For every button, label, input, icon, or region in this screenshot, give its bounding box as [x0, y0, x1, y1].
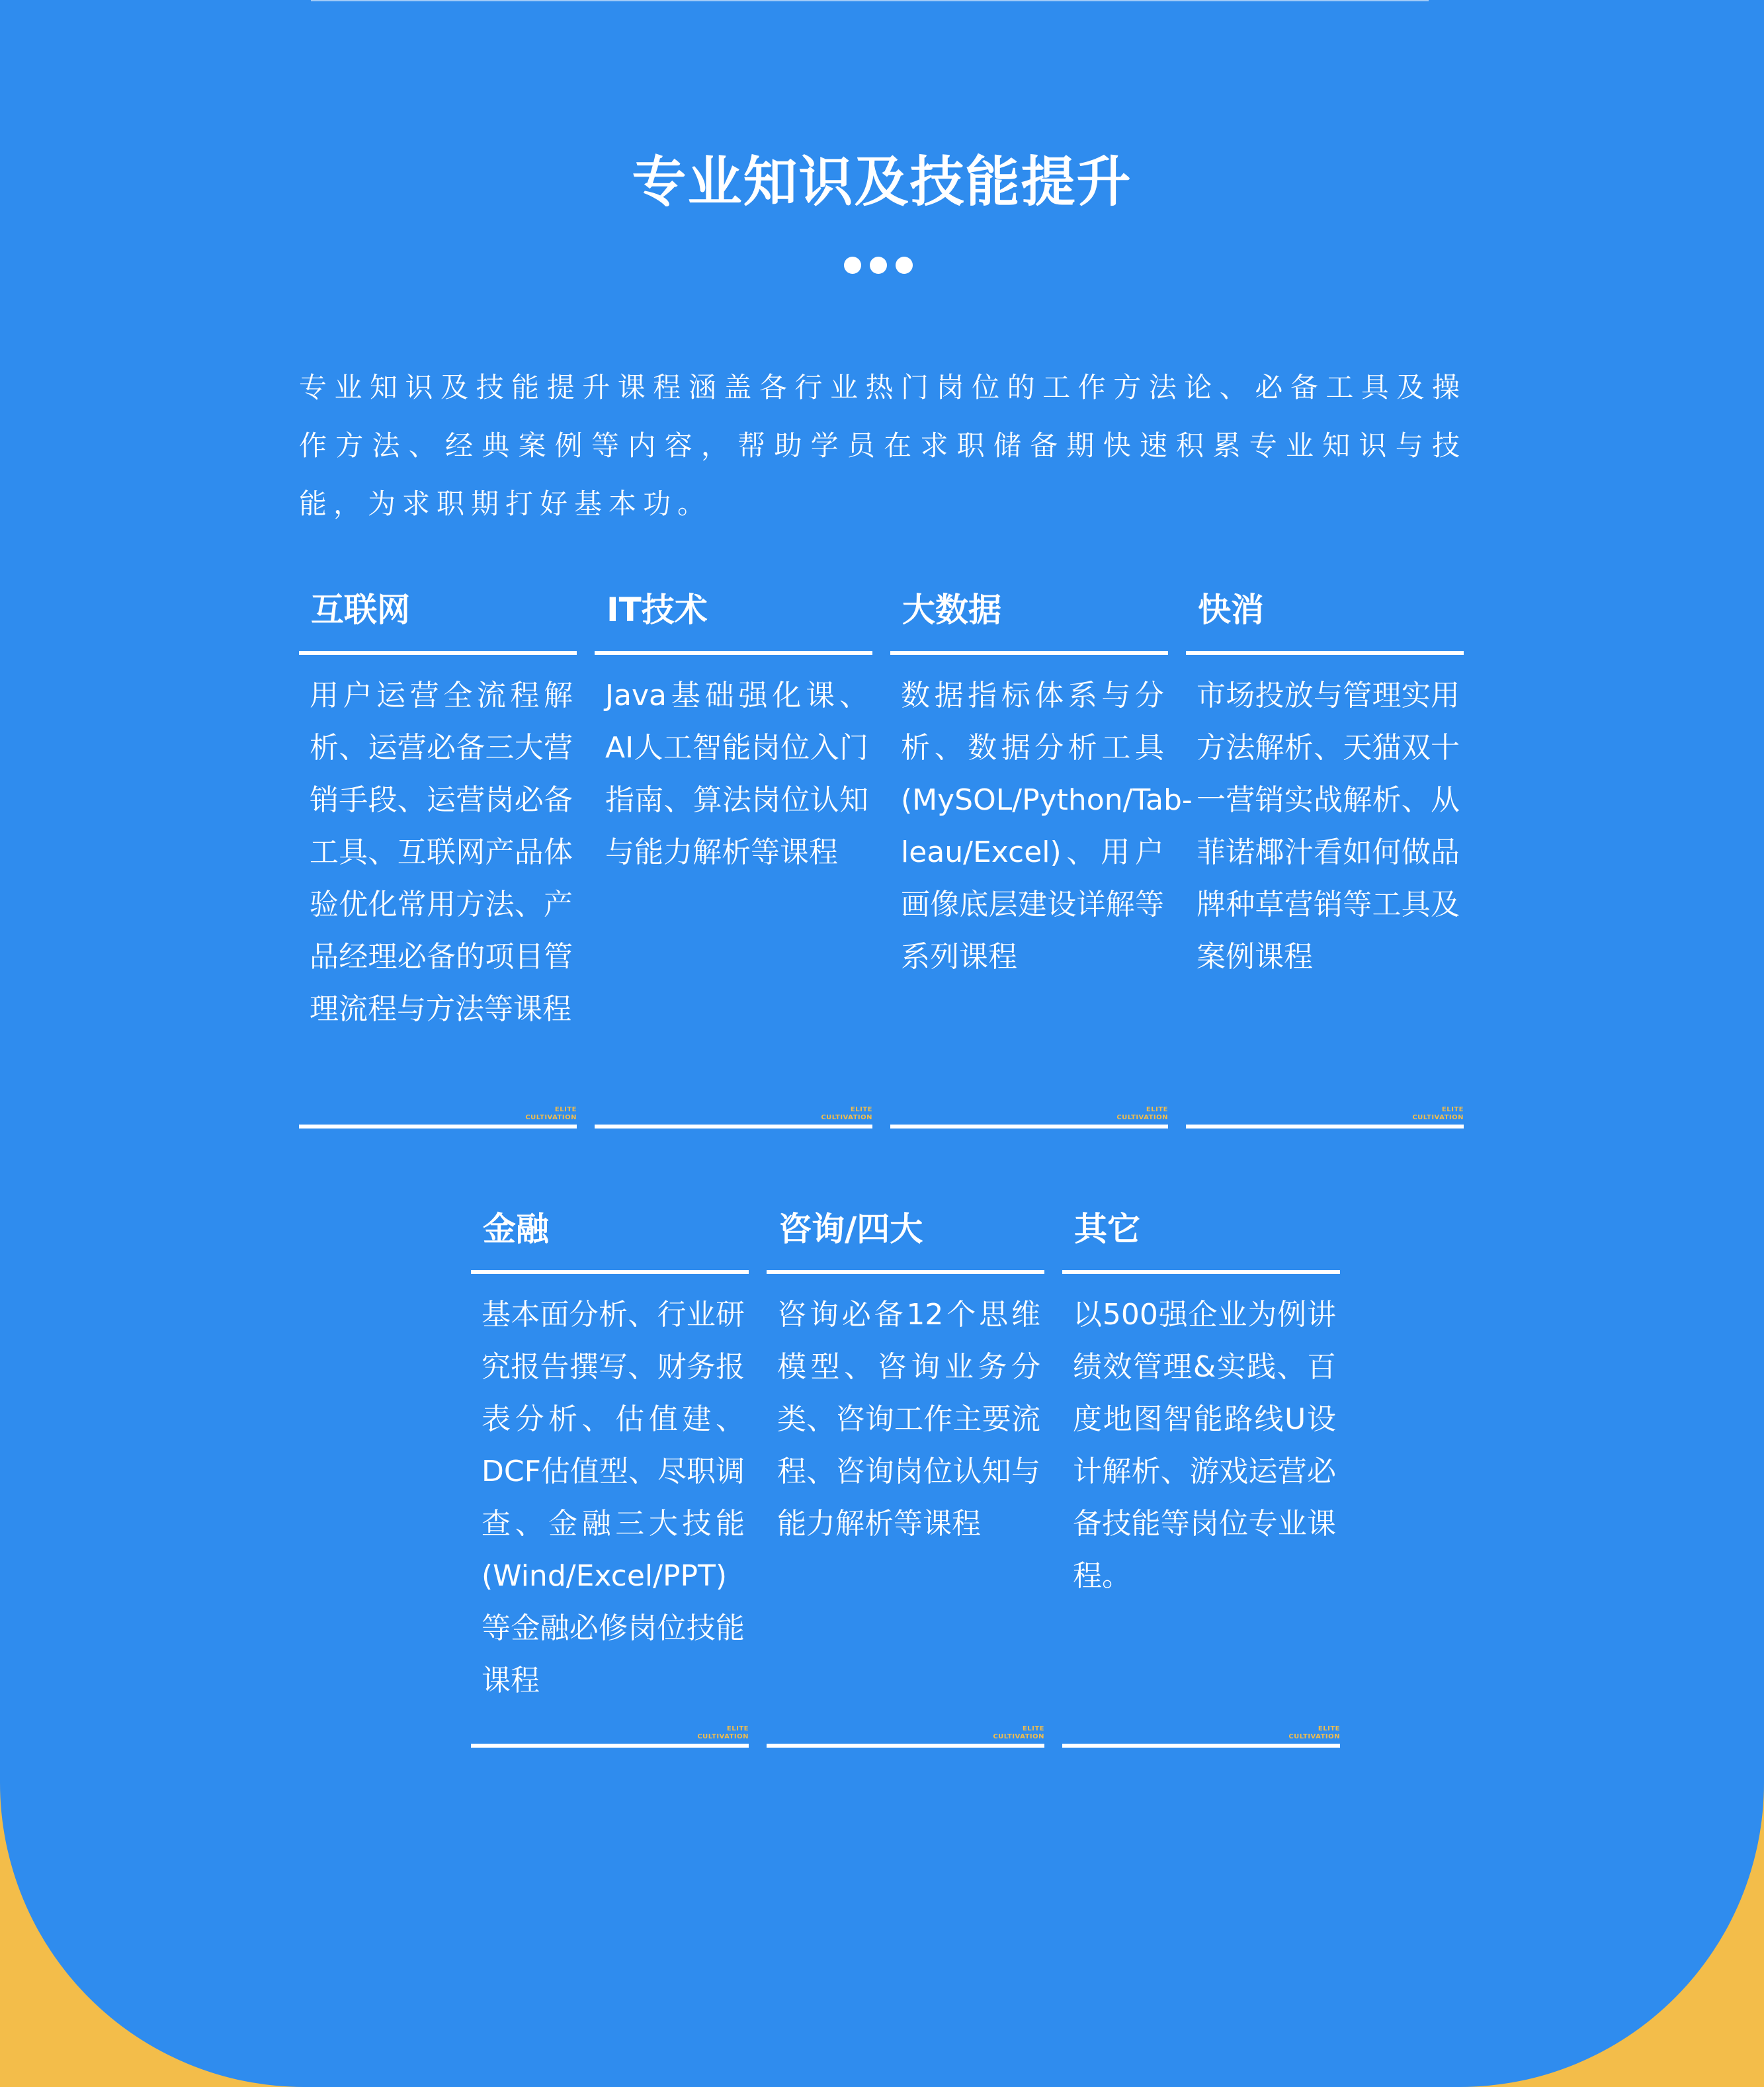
card-bottom-rule: [1062, 1744, 1340, 1748]
brand-mark: ELITE CULTIVATION: [697, 1725, 749, 1740]
card-bottom-rule: [299, 1125, 577, 1129]
card-top-rule: [1062, 1270, 1340, 1274]
card-title: 互联网: [311, 591, 410, 629]
card-body: 用户运营全流程解析、运营必备三大营销手段、运营岗必备工具、互联网产品体验优化常用方法、产品经理必备的项目管理流程与方法等课程: [310, 679, 573, 1026]
card-body: 基本面分析、行业研究报告撰写、财务报表分析、估值建、DCF估值型、尽职调查、金融三大技能(Wind/Excel/PPT)等金融必修岗位技能课程: [482, 1298, 745, 1697]
section-title: 专业知识及技能提升: [632, 151, 1132, 214]
card-internet: [299, 583, 577, 1132]
brand-mark: ELITE CULTIVATION: [1116, 1106, 1168, 1121]
brand-mark: ELITE CULTIVATION: [525, 1106, 577, 1121]
card-title: 大数据: [902, 591, 1001, 629]
card-body: 咨询必备12个思维模型、咨询业务分类、咨询工作主要流程、咨询岗位认知与能力解析等课程: [777, 1298, 1040, 1541]
card-body: 市场投放与管理实用方法解析、天猫双十一营销实战解析、从菲诺椰汁看如何做品牌种草营销等工具及案例课程: [1197, 679, 1460, 974]
card-finance: [471, 1203, 749, 1752]
card-consulting: [767, 1203, 1044, 1752]
top-divider: [311, 0, 1429, 1]
card-bottom-rule: [890, 1125, 1168, 1129]
card-top-rule: [595, 651, 872, 655]
card-top-rule: [299, 651, 577, 655]
card-body: 以500强企业为例讲绩效管理&实践、百度地图智能路线U设计解析、游戏运营必备技能等岗位专业课程。: [1073, 1298, 1336, 1593]
card-big-data: [890, 583, 1193, 1132]
card-body: Java基础强化课、AI人工智能岗位入门指南、算法岗位认知与能力解析等课程: [605, 679, 868, 869]
card-body: 数据指标体系与分析、数据分析工具(MySOL/Python/Tab-leau/Excel)、用户画像底层建设详解等系列课程: [901, 679, 1193, 974]
card-bottom-rule: [1186, 1125, 1464, 1129]
card-fmcg: [1186, 583, 1464, 1132]
card-title: 金融: [483, 1210, 549, 1248]
card-top-rule: [767, 1270, 1044, 1274]
card-other: [1062, 1203, 1340, 1752]
dot-icon: [870, 257, 887, 274]
brand-mark: ELITE CULTIVATION: [821, 1106, 872, 1121]
card-bottom-rule: [767, 1744, 1044, 1748]
intro-paragraph: 专业知识及技能提升课程涵盖各行业热门岗位的工作方法论、必备工具及操作方法、经典案例等内容，帮助学员在求职储备期快速积累专业知识与技能，为求职期打好基本功。: [299, 371, 1466, 520]
brand-mark: ELITE CULTIVATION: [993, 1725, 1044, 1740]
card-it-tech: [595, 583, 872, 1132]
card-top-rule: [890, 651, 1168, 655]
card-top-rule: [1186, 651, 1464, 655]
card-bottom-rule: [471, 1744, 749, 1748]
card-title: 快消: [1198, 591, 1264, 629]
dots-decoration: [844, 257, 913, 274]
dot-icon: [896, 257, 913, 274]
brand-mark: ELITE CULTIVATION: [1412, 1106, 1464, 1121]
dot-icon: [844, 257, 861, 274]
card-title: 其它: [1074, 1210, 1140, 1248]
card-bottom-rule: [595, 1125, 872, 1129]
card-top-rule: [471, 1270, 749, 1274]
card-title: 咨询/四大: [778, 1210, 923, 1248]
card-title: IT技术: [607, 591, 708, 629]
brand-mark: ELITE CULTIVATION: [1288, 1725, 1340, 1740]
